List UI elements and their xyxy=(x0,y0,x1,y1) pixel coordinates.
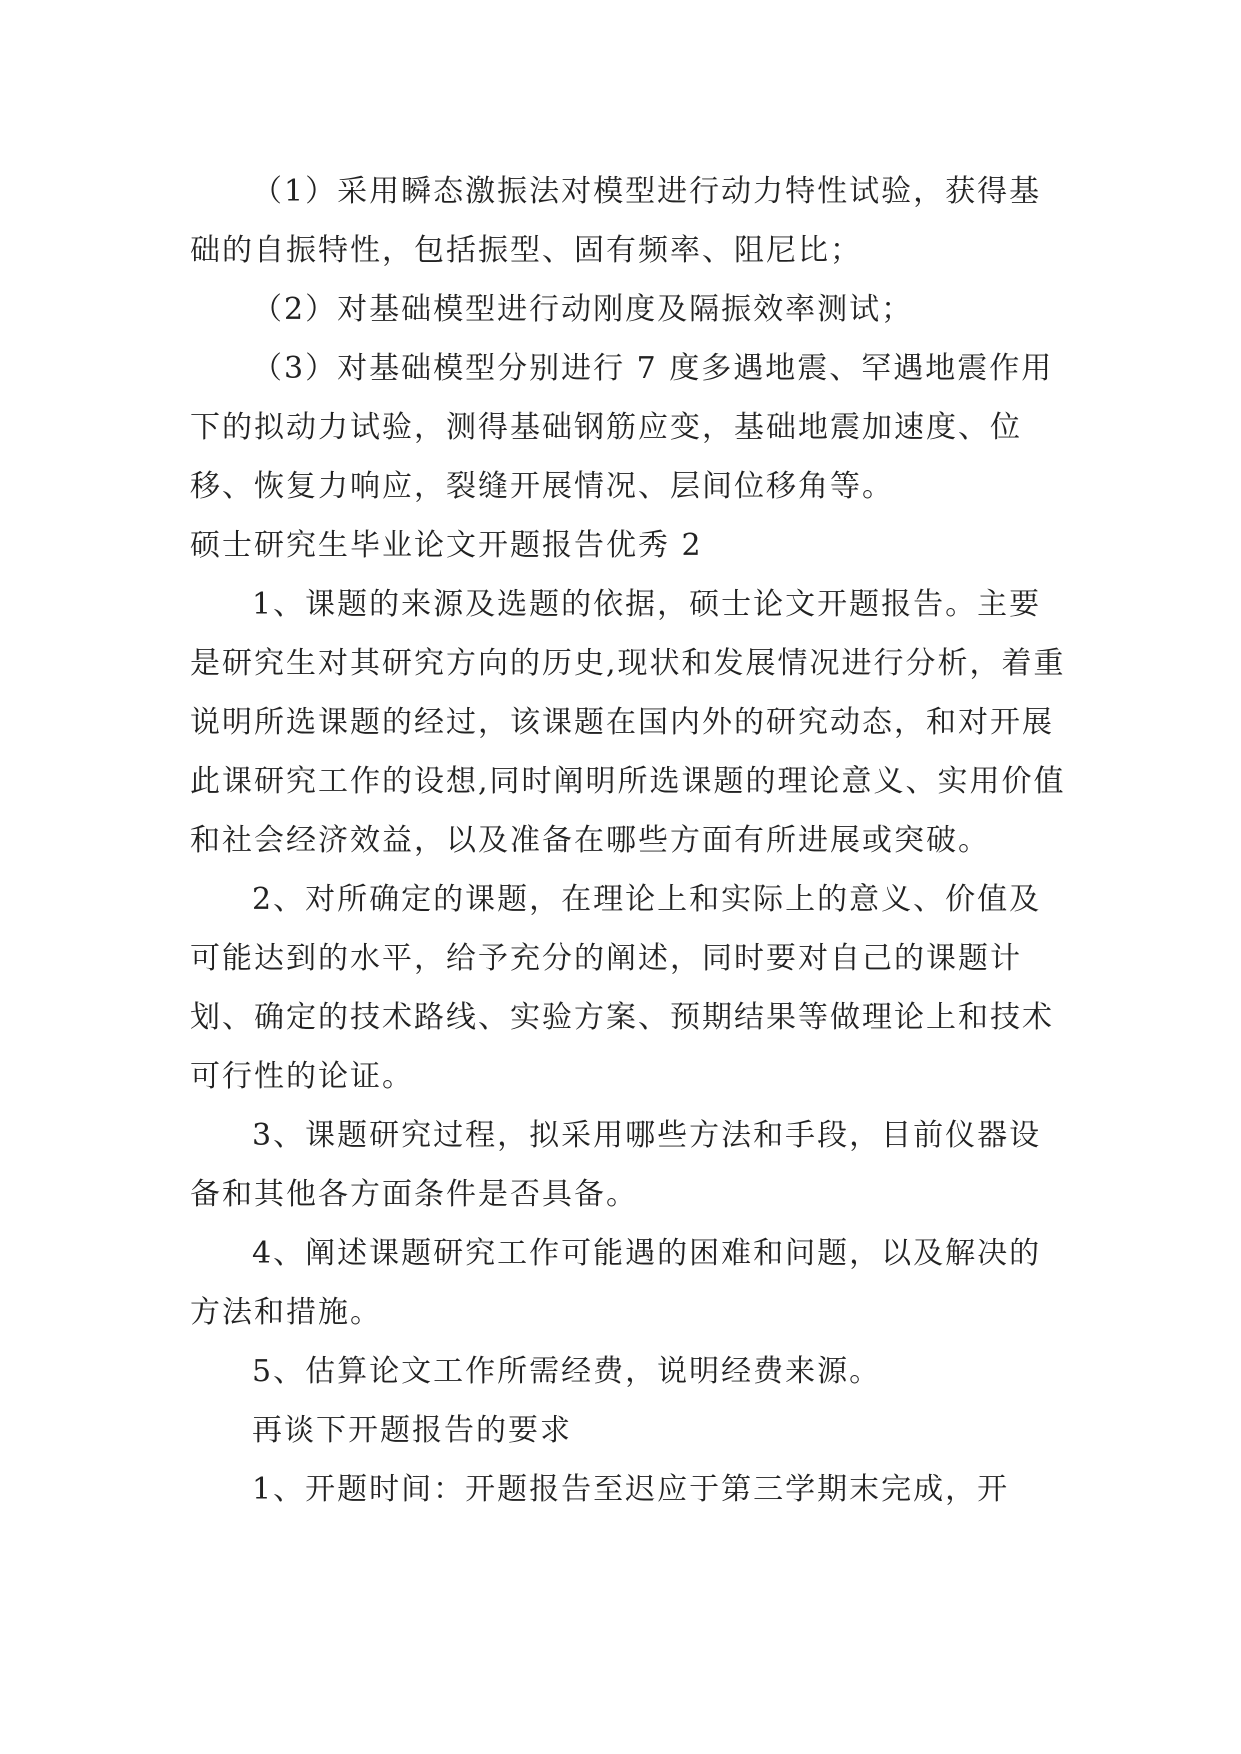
paragraph-item-7: 4、阐述课题研究工作可能遇的困难和问题，以及解决的方法和措施。 xyxy=(190,1236,1042,1330)
paragraph-item-9: 再谈下开题报告的要求 xyxy=(252,1413,572,1448)
paragraph-item-4: 1、课题的来源及选题的依据，硕士论文开题报告。主要是研究生对其研究方向的历史,现状和发展情况进行分析，着重说明所选课题的经过，该课题在国内外的研究动态，和对开展此课研究工作的设想,同时阐明所选课题的理论意义、实用价值和社会经济效益，以及准备在哪些方面有所进展或突破。 xyxy=(190,587,1066,858)
paragraph-item-3: （3）对基础模型分别进行 7 度多遇地震、罕遇地震作用下的拟动力试验，测得基础钢筋应变，基础地震加速度、位移、恢复力响应，裂缝开展情况、层间位移角等。 xyxy=(190,351,1054,504)
paragraph-item-6: 3、课题研究过程，拟采用哪些方法和手段，目前仪器设备和其他各方面条件是否具备。 xyxy=(190,1118,1042,1212)
paragraph-item-5: 2、对所确定的课题，在理论上和实际上的意义、价值及可能达到的水平，给予充分的阐述，同时要对自己的课题计划、确定的技术路线、实验方案、预期结果等做理论上和技术可行性的论证。 xyxy=(190,882,1054,1094)
document-body xyxy=(190,162,1070,1519)
paragraph-item-10: 1、开题时间：开题报告至迟应于第三学期末完成，开 xyxy=(252,1472,1010,1507)
paragraph-item-1: （1）采用瞬态激振法对模型进行动力特性试验，获得基础的自振特性，包括振型、固有频率、阻尼比； xyxy=(190,174,1042,268)
section-heading: 硕士研究生毕业论文开题报告优秀 2 xyxy=(190,528,703,563)
paragraph-item-8: 5、估算论文工作所需经费，说明经费来源。 xyxy=(252,1354,882,1389)
paragraph-item-2: （2）对基础模型进行动刚度及隔振效率测试； xyxy=(252,292,914,327)
